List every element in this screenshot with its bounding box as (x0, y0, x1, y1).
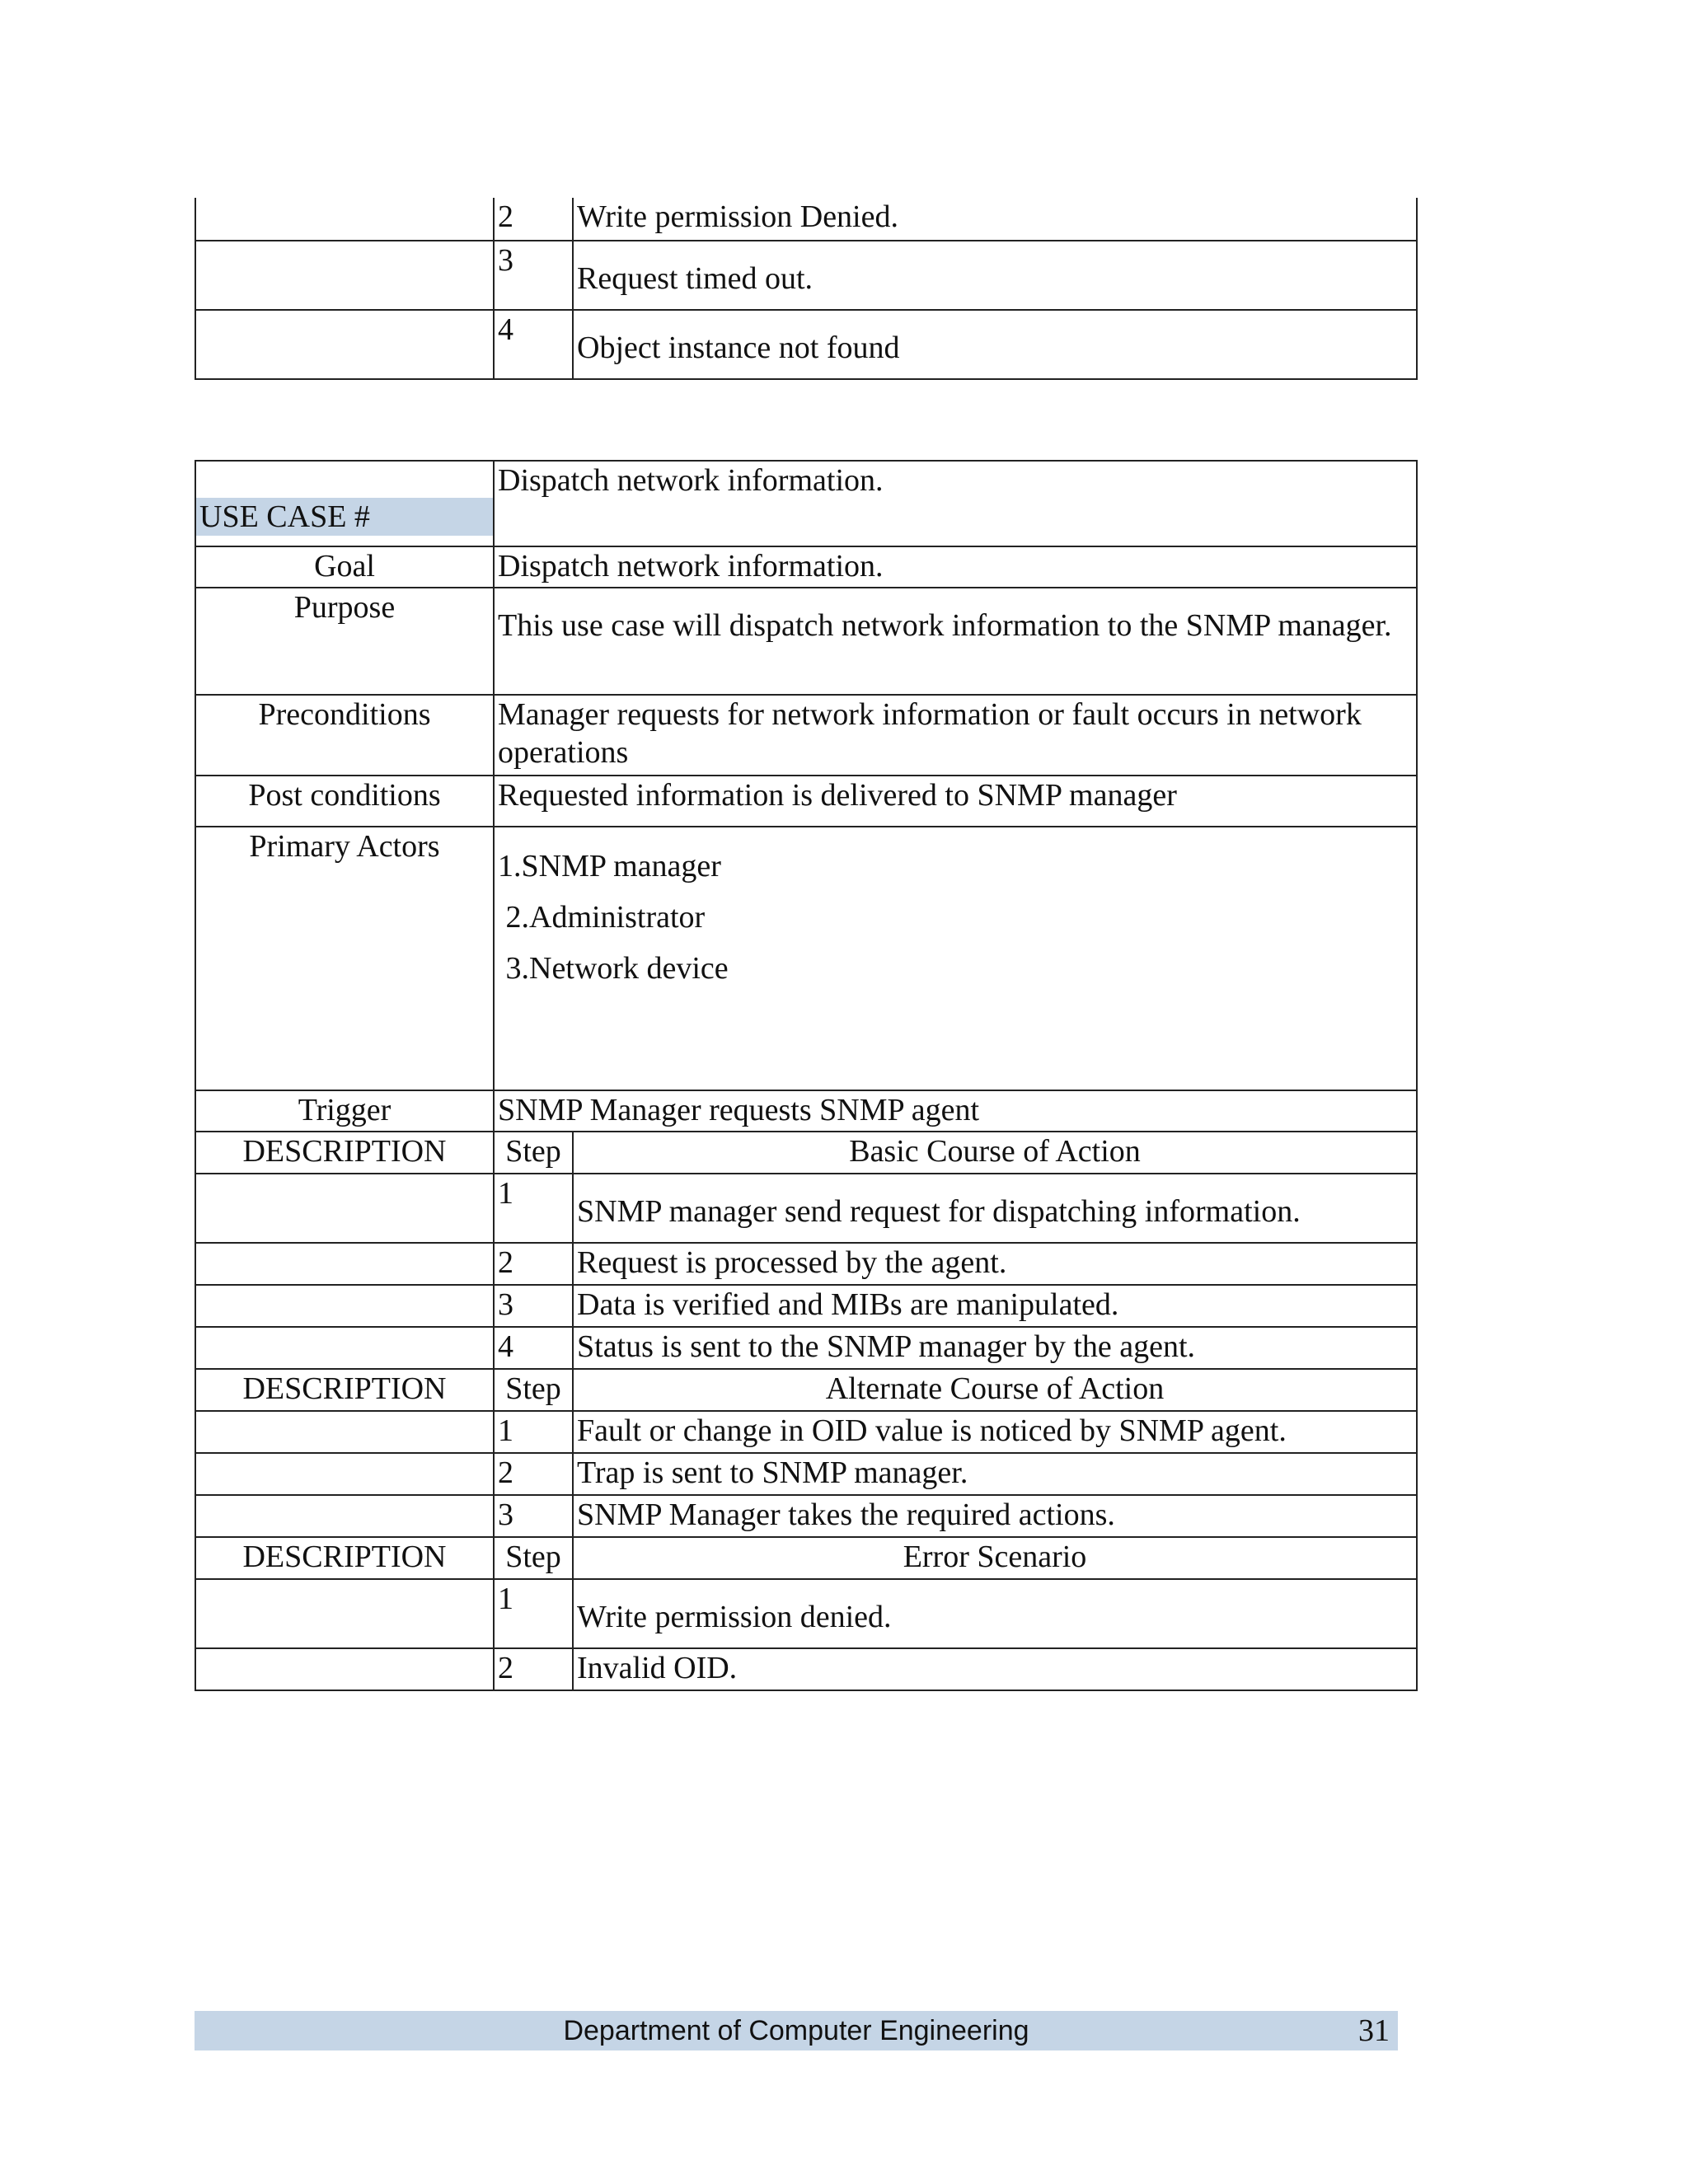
page-footer (195, 2011, 1398, 2050)
table-row (195, 1495, 1417, 1537)
step-text: Trap is sent to SNMP manager. (573, 1453, 1417, 1495)
step-number: 4 (494, 1327, 573, 1369)
description-label: DESCRIPTION (195, 1132, 494, 1174)
alternate-course-header-row (195, 1369, 1417, 1411)
goal-label: Goal (195, 546, 494, 588)
postconditions-row (195, 776, 1417, 827)
step-number: 2 (494, 1453, 573, 1495)
table-row (195, 1327, 1417, 1369)
table-row (195, 1579, 1417, 1648)
step-text: Data is verified and MIBs are manipulated. (573, 1285, 1417, 1327)
description-label: DESCRIPTION (195, 1369, 494, 1411)
use-case-title: Dispatch network information. (494, 461, 1417, 546)
step-text: Invalid OID. (573, 1648, 1417, 1690)
table-row (195, 198, 1417, 241)
step-number: 3 (494, 1285, 573, 1327)
goal-row (195, 546, 1417, 588)
preconditions-value: Manager requests for network information or fault occurs in network operations (494, 695, 1417, 776)
trigger-value: SNMP Manager requests SNMP agent (494, 1090, 1417, 1132)
use-case-table (195, 460, 1418, 1691)
primary-actors-label: Primary Actors (195, 827, 494, 1090)
table-row (195, 1285, 1417, 1327)
purpose-row (195, 588, 1417, 695)
step-text: Object instance not found (577, 330, 900, 365)
actor-item: 2.Administrator (498, 900, 706, 935)
step-text: Request timed out. (577, 261, 814, 296)
step-header: Step (494, 1537, 573, 1579)
step-number: 1 (494, 1411, 573, 1453)
step-text: Status is sent to the SNMP manager by the agent. (573, 1327, 1417, 1369)
step-text: Fault or change in OID value is noticed by SNMP agent. (573, 1411, 1417, 1453)
table-row (195, 310, 1417, 379)
table-row (195, 241, 1417, 310)
step-number: 1 (494, 1579, 573, 1648)
primary-actors-list (494, 827, 1417, 1090)
step-header: Step (494, 1369, 573, 1411)
preconditions-label: Preconditions (195, 695, 494, 776)
step-text: SNMP Manager takes the required actions. (573, 1495, 1417, 1537)
table-row (195, 1648, 1417, 1690)
error-scenario-header-row (195, 1537, 1417, 1579)
basic-course-header: Basic Course of Action (573, 1132, 1417, 1174)
step-header: Step (494, 1132, 573, 1174)
step-text: Write permission Denied. (573, 198, 1417, 241)
step-number: 2 (494, 198, 573, 241)
error-scenario-continuation-table (195, 198, 1418, 380)
basic-course-header-row (195, 1132, 1417, 1174)
step-number: 3 (494, 1495, 573, 1537)
use-case-label: USE CASE # (196, 498, 493, 536)
actor-item: 1.SNMP manager (498, 849, 721, 883)
step-number: 1 (494, 1174, 573, 1243)
step-number: 2 (494, 1243, 573, 1285)
step-number: 2 (494, 1648, 573, 1690)
step-number: 3 (494, 241, 573, 310)
step-text: Request is processed by the agent. (573, 1243, 1417, 1285)
step-number: 4 (494, 310, 573, 379)
trigger-row (195, 1090, 1417, 1132)
preconditions-row (195, 695, 1417, 776)
table-row (195, 1243, 1417, 1285)
table-row (195, 1411, 1417, 1453)
postconditions-value: Requested information is delivered to SNMP manager (494, 776, 1417, 827)
postconditions-label: Post conditions (195, 776, 494, 827)
error-scenario-header: Error Scenario (573, 1537, 1417, 1579)
page-number: 31 (1358, 2013, 1390, 2048)
goal-value: Dispatch network information. (494, 546, 1417, 588)
table-row (195, 1453, 1417, 1495)
primary-actors-row (195, 827, 1417, 1090)
description-label: DESCRIPTION (195, 1537, 494, 1579)
purpose-value: This use case will dispatch network information to the SNMP manager. (498, 608, 1392, 643)
alternate-course-header: Alternate Course of Action (573, 1369, 1417, 1411)
trigger-label: Trigger (195, 1090, 494, 1132)
purpose-label: Purpose (195, 588, 494, 695)
actor-item: 3.Network device (498, 951, 729, 986)
use-case-title-row (195, 461, 1417, 546)
footer-department: Department of Computer Engineering (563, 2015, 1029, 2046)
step-text: Write permission denied. (577, 1600, 892, 1634)
table-row (195, 1174, 1417, 1243)
step-text: SNMP manager send request for dispatching information. (577, 1194, 1301, 1229)
